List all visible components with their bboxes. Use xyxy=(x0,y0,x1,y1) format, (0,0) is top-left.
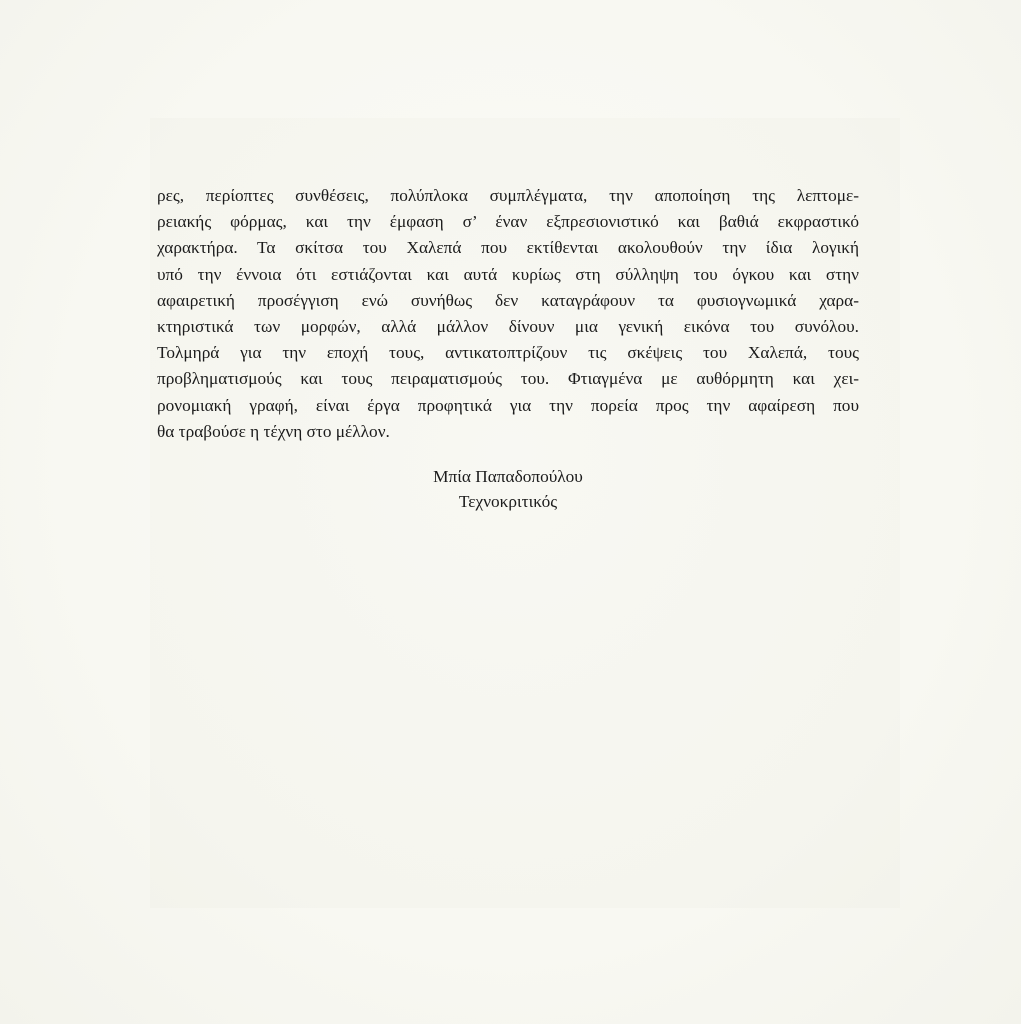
paragraph-line: ρονομιακή γραφή, είναι έργα προφητικά για την πορεία προς την αφαίρεση που xyxy=(157,395,859,415)
paragraph-line: αφαιρετική προσέγγιση ενώ συνήθως δεν καταγράφουν τα φυσιογνωμικά χαρα- xyxy=(157,290,859,310)
paragraph-line: Τολμηρά για την εποχή τους, αντικατοπτρίζουν τις σκέψεις του Χαλεπά, τους xyxy=(157,343,859,363)
paragraph-line: ρειακής φόρμας, και την έμφαση σ’ έναν εξπρεσιονιστικό και βαθιά εκφραστικό xyxy=(157,212,859,232)
author-name: Μπία Παπαδοπούλου xyxy=(433,467,583,486)
paragraph-line-last: θα τραβούσε η τέχνη στο μέλλον. xyxy=(157,421,390,441)
paragraph-line: υπό την έννοια ότι εστιάζονται και αυτά κυρίως στη σύλληψη του όγκου και στην xyxy=(157,264,859,284)
author-signature xyxy=(0,464,1016,514)
article-paragraph xyxy=(157,183,859,445)
paragraph-line: χαρακτήρα. Τα σκίτσα του Χαλεπά που εκτίθενται ακολουθούν την ίδια λογική xyxy=(157,238,859,258)
paragraph-line: προβληματισμούς και τους πειραματισμούς του. Φτιαγμένα με αυθόρμητη και χει- xyxy=(157,369,859,389)
paragraph-line: κτηριστικά των μορφών, αλλά μάλλον δίνουν μια γενική εικόνα του συνόλου. xyxy=(157,316,859,336)
author-title: Τεχνοκριτικός xyxy=(458,492,558,511)
paragraph-line: ρες, περίοπτες συνθέσεις, πολύπλοκα συμπλέγματα, την αποποίηση της λεπτομε- xyxy=(157,186,859,205)
